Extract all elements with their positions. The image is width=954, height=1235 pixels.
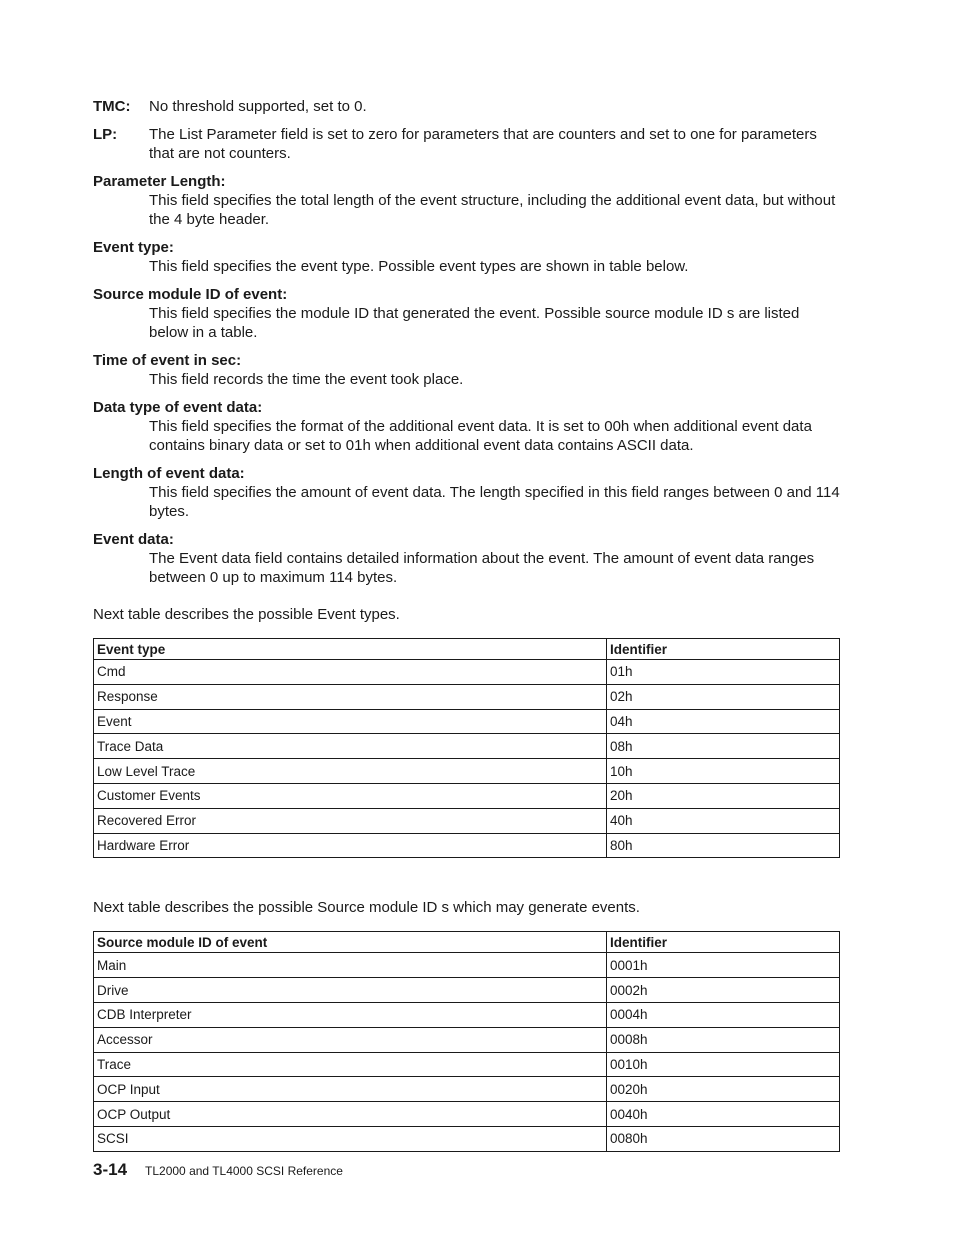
definition-term: Parameter Length: (93, 173, 226, 190)
table-row (94, 759, 840, 784)
definition-term: Event type: (93, 239, 174, 256)
table-row (94, 1052, 840, 1077)
definition-item (93, 530, 840, 587)
event-types-intro: Next table describes the possible Event types. (93, 606, 400, 623)
definition-description: This field specifies the amount of event data. The length specified in this field ranges between 0 and 114 bytes. (149, 484, 840, 520)
definition-description: The Event data field contains detailed information about the event. The amount of event data ranges between 0 up to maximum 114 bytes. (149, 550, 815, 586)
definition-item (93, 351, 840, 389)
name-cell: Trace Data (94, 734, 607, 759)
table-row (94, 783, 840, 808)
source-modules-table (93, 931, 840, 1151)
definition-item (93, 464, 840, 521)
definition-term: Time of event in sec: (93, 352, 242, 369)
table-row (94, 953, 840, 978)
identifier-cell: 0080h (607, 1126, 840, 1151)
definition-item (93, 172, 840, 229)
definition-description: This field specifies the event type. Possible event types are shown in table below. (149, 258, 689, 275)
page-content (93, 97, 840, 1152)
definition-description: This field specifies the format of the additional event data. It is set to 00h when additional event data contains binary data or set to 01h when additional event data contains ASCII data. (149, 418, 812, 454)
definition-term: Event data: (93, 531, 174, 548)
identifier-cell: 08h (607, 734, 840, 759)
definition-description: This field specifies the total length of the event structure, including the additional event data, but without the 4 byte header. (149, 192, 836, 228)
identifier-cell: 0002h (607, 978, 840, 1003)
definition-item (93, 238, 840, 276)
column-header: Identifier (607, 932, 840, 953)
name-cell: Trace (94, 1052, 607, 1077)
table-row (94, 734, 840, 759)
inline-definition-list (93, 97, 840, 163)
table-row (94, 1027, 840, 1052)
table-header-row (94, 932, 840, 953)
definition-item (93, 285, 840, 342)
name-cell: Event (94, 709, 607, 734)
identifier-cell: 10h (607, 759, 840, 784)
definition-term: Data type of event data: (93, 399, 263, 416)
identifier-cell: 0020h (607, 1077, 840, 1102)
table-row (94, 1102, 840, 1127)
name-cell: Main (94, 953, 607, 978)
name-cell: Cmd (94, 660, 607, 685)
table-row (94, 660, 840, 685)
definition-term: Source module ID of event: (93, 286, 288, 303)
definition-item (93, 97, 840, 116)
name-cell: Customer Events (94, 783, 607, 808)
identifier-cell: 0004h (607, 1002, 840, 1027)
identifier-cell: 0010h (607, 1052, 840, 1077)
column-header: Event type (94, 639, 607, 660)
identifier-cell: 0040h (607, 1102, 840, 1127)
identifier-cell: 04h (607, 709, 840, 734)
page-number: 3-14 (93, 1160, 128, 1179)
name-cell: OCP Output (94, 1102, 607, 1127)
definition-description: This field specifies the module ID that generated the event. Possible source module ID s are listed below in a table. (149, 305, 800, 341)
name-cell: Recovered Error (94, 808, 607, 833)
table-row (94, 1002, 840, 1027)
table-row (94, 684, 840, 709)
identifier-cell: 40h (607, 808, 840, 833)
table-row (94, 709, 840, 734)
definition-term: Length of event data: (93, 465, 245, 482)
source-modules-intro: Next table describes the possible Source module ID s which may generate events. (93, 899, 640, 917)
table-row (94, 808, 840, 833)
definition-item (93, 125, 840, 163)
table-header-row (94, 639, 840, 660)
definition-list (93, 172, 840, 587)
name-cell: Drive (94, 978, 607, 1003)
definition-description: No threshold supported, set to 0. (149, 98, 367, 115)
identifier-cell: 02h (607, 684, 840, 709)
table-row (94, 833, 840, 858)
identifier-cell: 20h (607, 783, 840, 808)
event-types-table (93, 638, 840, 858)
definition-term: TMC: (93, 98, 131, 115)
name-cell: OCP Input (94, 1077, 607, 1102)
identifier-cell: 0001h (607, 953, 840, 978)
name-cell: Low Level Trace (94, 759, 607, 784)
name-cell: Response (94, 684, 607, 709)
identifier-cell: 01h (607, 660, 840, 685)
definition-description: This field records the time the event took place. (149, 371, 464, 388)
document-title: TL2000 and TL4000 SCSI Reference (145, 1164, 343, 1178)
identifier-cell: 80h (607, 833, 840, 858)
table-row (94, 978, 840, 1003)
column-header: Source module ID of event (94, 932, 607, 953)
definition-item (93, 398, 840, 455)
table-row (94, 1126, 840, 1151)
name-cell: SCSI (94, 1126, 607, 1151)
page-footer (93, 1160, 343, 1180)
definition-term: LP: (93, 126, 118, 143)
identifier-cell: 0008h (607, 1027, 840, 1052)
table-row (94, 1077, 840, 1102)
definition-description: The List Parameter field is set to zero for parameters that are counters and set to one for parameters that are not counters. (149, 126, 817, 162)
name-cell: Hardware Error (94, 833, 607, 858)
name-cell: Accessor (94, 1027, 607, 1052)
column-header: Identifier (607, 639, 840, 660)
name-cell: CDB Interpreter (94, 1002, 607, 1027)
